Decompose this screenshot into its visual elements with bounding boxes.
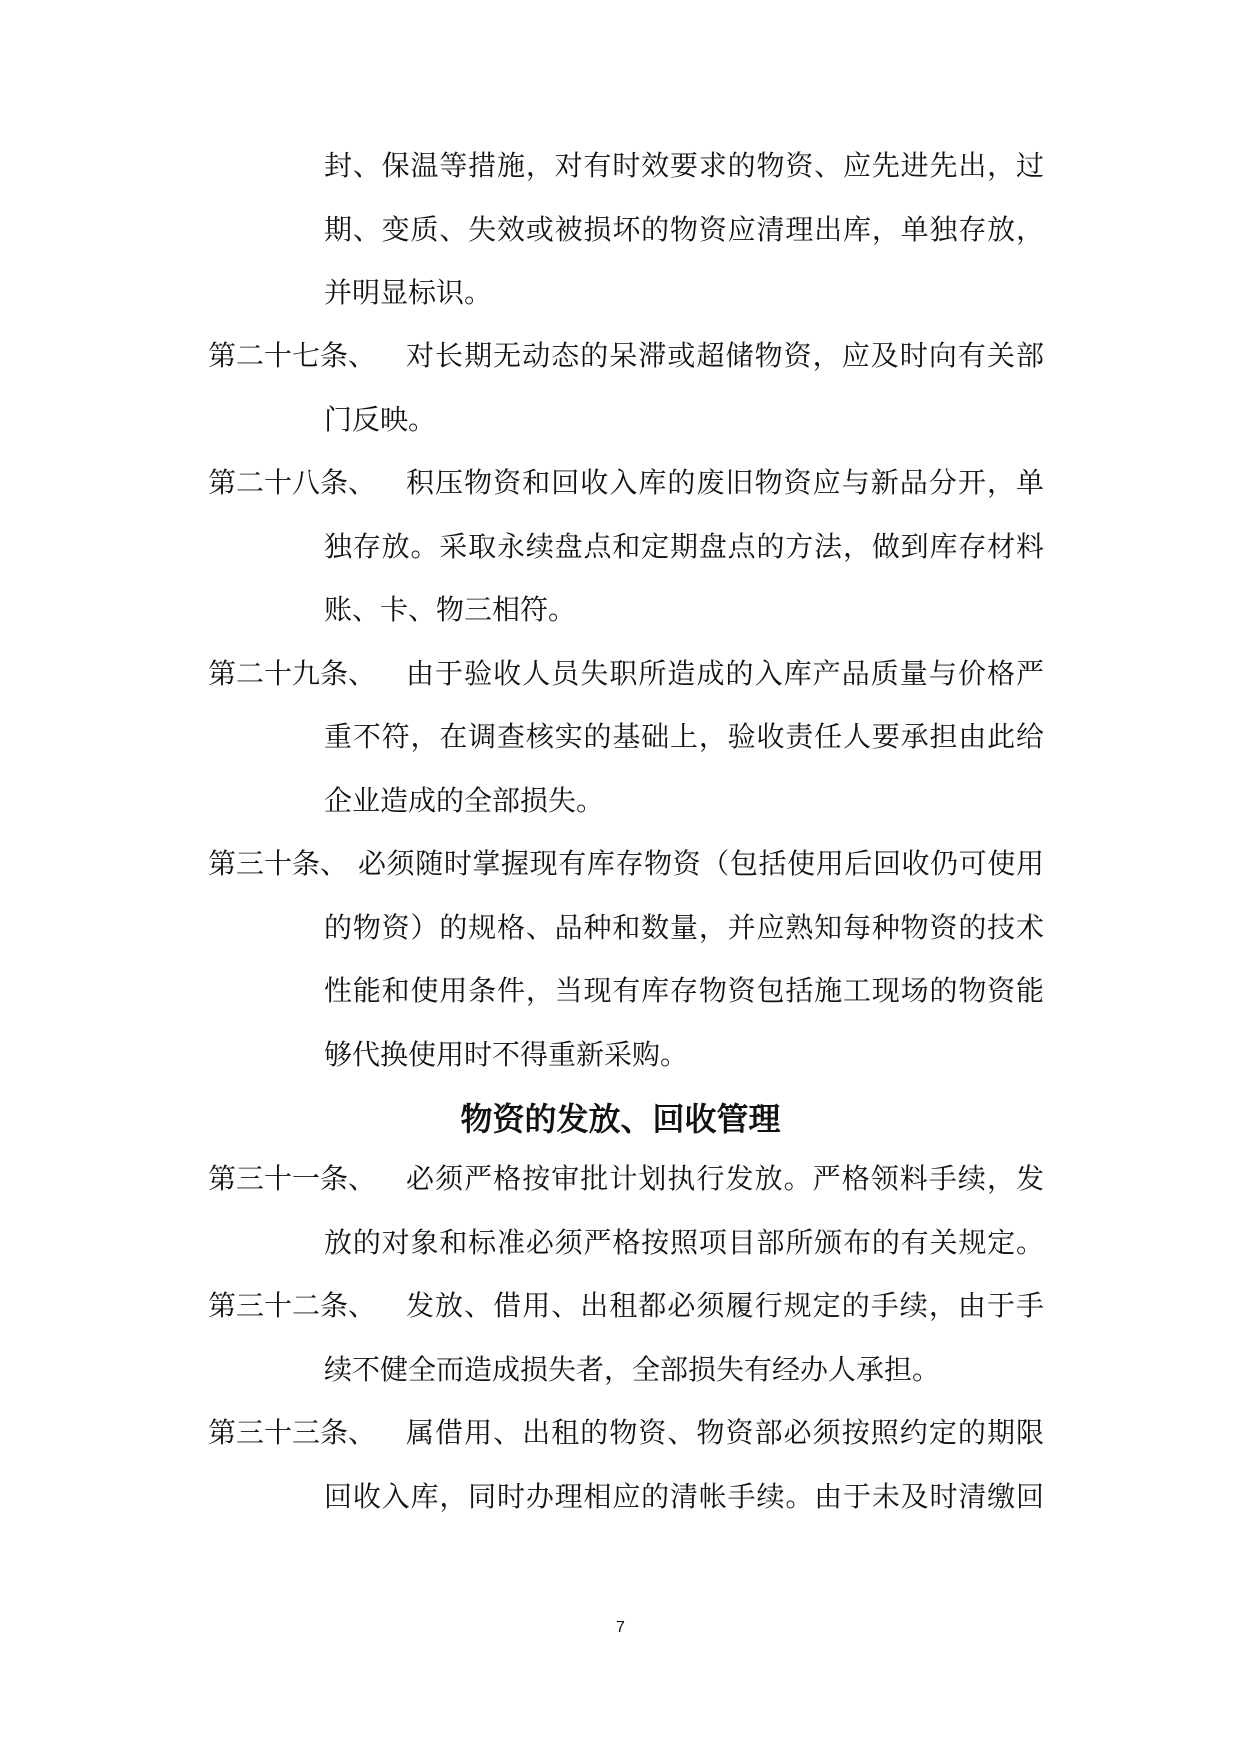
article-29-line-1: 由于验收人员失职所造成的入库产品质量与价格严 <box>406 657 1044 690</box>
page-number: 7 <box>616 1619 625 1636</box>
continuation-line-1: 封、保温等措施，对有时效要求的物资、应先进先出，过 <box>324 149 1044 182</box>
article-28-line-3: 账、卡、物三相符。 <box>324 593 577 626</box>
article-27-line-1: 对长期无动态的呆滞或超储物资，应及时向有关部 <box>406 339 1044 372</box>
article-30-label: 第三十条、 <box>208 847 349 880</box>
continuation-line-2: 期、变质、失效或被损坏的物资应清理出库，单独存放， <box>324 213 1044 246</box>
article-31-line-2: 放的对象和标准必须严格按照项目部所颁布的有关规定。 <box>324 1226 1044 1259</box>
article-32-label: 第三十二条、 <box>208 1289 377 1322</box>
section-heading: 物资的发放、回收管理 <box>460 1100 781 1138</box>
article-29-line-3: 企业造成的全部损失。 <box>324 784 605 817</box>
article-33-label: 第三十三条、 <box>208 1416 377 1449</box>
article-32-line-1: 发放、借用、出租都必须履行规定的手续，由于手 <box>406 1289 1044 1322</box>
article-30-line-1: 必须随时掌握现有库存物资（包括使用后回收仍可使用 <box>358 847 1044 880</box>
article-31-line-1: 必须严格按审批计划执行发放。严格领料手续，发 <box>406 1162 1044 1195</box>
article-33-line-2: 回收入库，同时办理相应的清帐手续。由于未及时清缴回 <box>324 1480 1044 1513</box>
article-30-line-4: 够代换使用时不得重新采购。 <box>324 1038 689 1071</box>
article-28-line-2: 独存放。采取永续盘点和定期盘点的方法，做到库存材料 <box>324 530 1044 563</box>
article-32-line-2: 续不健全而造成损失者，全部损失有经办人承担。 <box>324 1353 941 1386</box>
article-28-label: 第二十八条、 <box>208 466 377 499</box>
article-29-label: 第二十九条、 <box>208 657 377 690</box>
article-27-line-2: 门反映。 <box>324 403 437 436</box>
article-28-line-1: 积压物资和回收入库的废旧物资应与新品分开，单 <box>406 466 1044 499</box>
article-27-label: 第二十七条、 <box>208 339 377 372</box>
continuation-line-3: 并明显标识。 <box>324 276 493 309</box>
article-29-line-2: 重不符，在调查核实的基础上，验收责任人要承担由此给 <box>324 720 1044 753</box>
article-30-line-3: 性能和使用条件，当现有库存物资包括施工现场的物资能 <box>324 974 1044 1007</box>
article-33-line-1: 属借用、出租的物资、物资部必须按照约定的期限 <box>406 1416 1044 1449</box>
article-31-label: 第三十一条、 <box>208 1162 377 1195</box>
article-30-line-2: 的物资）的规格、品种和数量，并应熟知每种物资的技术 <box>324 911 1044 944</box>
